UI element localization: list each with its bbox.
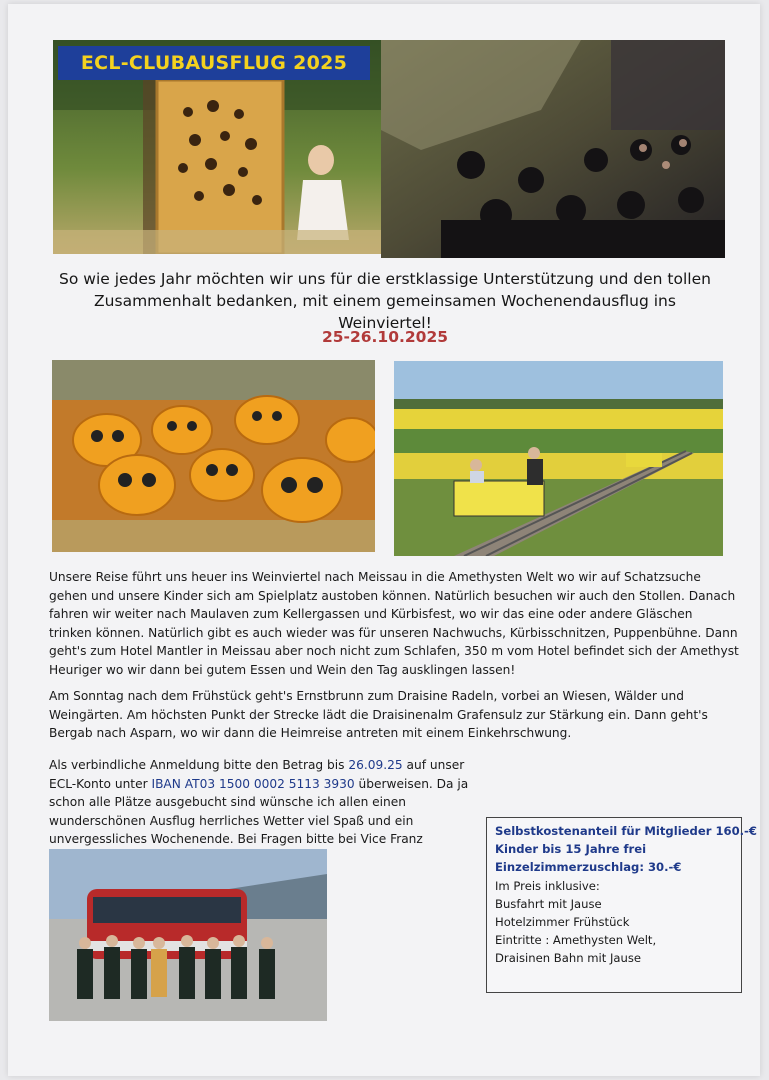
intro-line-2: Zusammenhalt bedanken, mit einem gemeinsamen Wochenendausflug ins Weinviertel! (94, 292, 676, 332)
photo-draisine-railway (394, 361, 723, 556)
includes-heading: Im Preis inklusive: (495, 878, 600, 893)
price-kids: Kinder bis 15 Jahre frei (495, 842, 647, 857)
includes-item: Hotelzimmer Frühstück (495, 915, 630, 930)
photo-carved-pumpkins (52, 360, 375, 552)
includes-item: Eintritte : Amethysten Welt, (495, 933, 657, 948)
photo-amethyst-cave-crowd (381, 40, 725, 258)
paragraph-saturday: Unsere Reise führt uns heuer ins Weinviertel nach Meissau in die Amethysten Welt wo wir auf Schatzsuche gehen und unsere Kinder sich am Spielplatz austoben können. Natürlich besuchen wir auch den Stollen. Danach fahren wir weiter nach Maulaven zum Kellergassen und Kürbisfest, wo wir das eine oder andere Gläschen trinken können. Natürlich gibt es auch wieder was für unseren Nachwuchs, Kürbisschnitzen, Puppenbühne. Dann geht's zum Hotel Mantler in Meissau aber noch nicht zum Schlafen, 350 m vom Hotel befindet sich der Amethyst Heuriger wo wir dann bei gutem Essen und Wein den Tag ausklingen lassen! (49, 570, 739, 677)
event-date: 25-26.10.2025 (321, 328, 449, 346)
registration-iban: IBAN AT03 1500 0002 5113 3930 (151, 776, 355, 791)
registration-deadline: 26.09.25 (348, 758, 403, 772)
price-single-room: Einzelzimmerzuschlag: 30.-€ (495, 860, 682, 875)
registration-text-b: auf unser ECL-Konto unter (49, 758, 465, 791)
photo-group-bus (49, 849, 327, 1021)
includes-item: Busfahrt mit Jause (495, 896, 602, 911)
paragraph-sunday: Am Sonntag nach dem Frühstück geht's Ernstbrunn zum Draisine Radeln, vorbei an Wiesen, Wälder und Weingärten. Am höchsten Punkt der Strecke lädt die Draisinenalm Grafensulz zur Stärkung ein. Dann geht's Bergab nach Asparn, wo wir dann die Heimreise antreten mit einem Einkehrschwung. (49, 689, 708, 741)
registration-text-c: überweisen. Da ja schon alle Plätze ausgebucht sind wünsche ich allen einen wunderschönen Ausflug herrliches Wetter viel Spaß und ein unvergessliches Wochenende. Bei Fragen bitte bei Vice Franz (49, 776, 469, 847)
flyer-title: ECL-CLUBAUSFLUG 2025 (58, 46, 370, 80)
price-info-box (486, 817, 757, 993)
registration-text-a: Als verbindliche Anmeldung bitte den Betrag bis (49, 758, 349, 772)
price-members: Selbstkostenanteil für Mitglieder 160.-€ (495, 824, 757, 838)
intro-line-1: So wie jedes Jahr möchten wir uns für die erstklassige Unterstützung und den tollen (59, 270, 711, 288)
intro-text (56, 268, 714, 334)
includes-item: Draisinen Bahn mit Jause (495, 951, 642, 966)
